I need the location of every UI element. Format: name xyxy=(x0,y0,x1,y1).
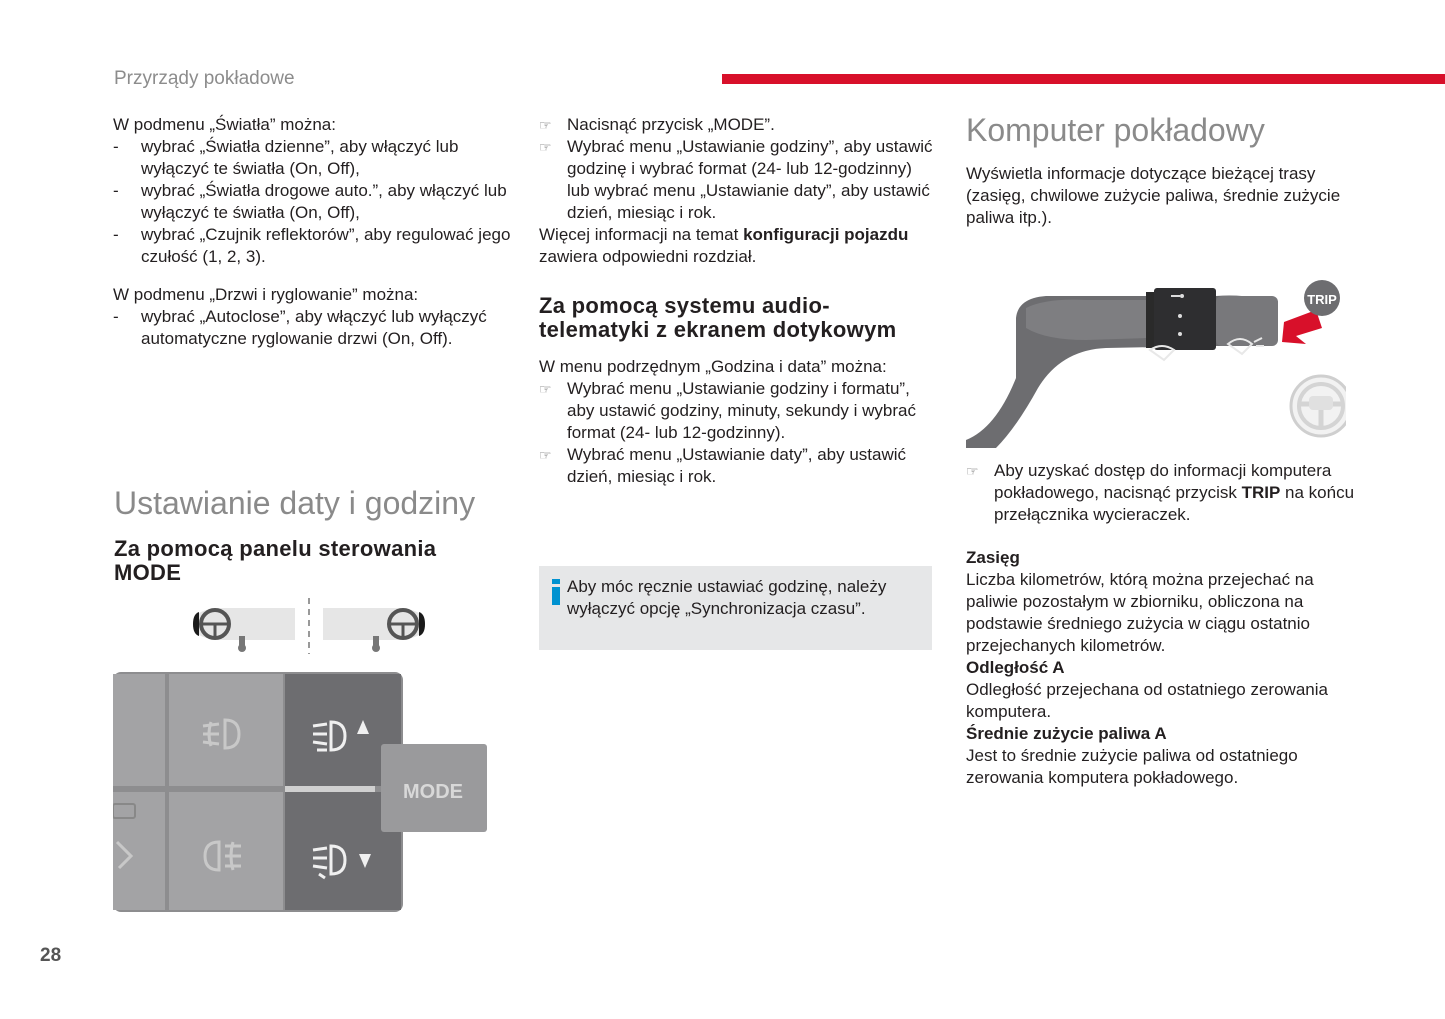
definition-term: Średnie zużycie paliwa A xyxy=(966,724,1167,743)
definition-text: Liczba kilometrów, którą można przejechać na paliwie pozostałym w zbiorniku, obliczona na podstawie średniego zużycia w ciągu ostatnio przejechanych kilometrów. xyxy=(966,570,1314,655)
list-item: ☞ Wybrać menu „Ustawianie godziny i formatu”, aby ustawić godziny, minuty, sekundy i wybrać format (24- lub 12-godzinny). xyxy=(539,379,916,442)
wiper-stalk-illustration xyxy=(966,278,1346,450)
hand-pointer-icon: ☞ xyxy=(539,447,552,463)
trip-access-instructions xyxy=(966,460,1358,526)
trip-definitions xyxy=(966,547,1358,789)
audio-instructions xyxy=(539,356,934,488)
hand-pointer-icon: ☞ xyxy=(966,463,979,479)
running-header: Przyrządy pokładowe xyxy=(114,68,295,89)
dash-marker: - xyxy=(113,137,119,156)
trip-computer-title: Komputer pokładowy xyxy=(966,112,1265,148)
steering-wheel-icon xyxy=(1291,376,1346,436)
info-note-box xyxy=(539,566,932,650)
trip-computer-intro: Wyświetla informacje dotyczące bieżącej trasy (zasięg, chwilowe zużycie paliwa, średnie zużycie paliwa itp.). xyxy=(966,164,1341,227)
hand-pointer-icon: ☞ xyxy=(539,117,552,133)
hand-pointer-icon: ☞ xyxy=(539,381,552,397)
list-item: - wybrać „Autoclose”, aby włączyć lub wyłączyć automatyczne ryglowanie drzwi (On, Off). xyxy=(113,307,487,348)
definition-term: Odległość A xyxy=(966,658,1065,677)
dash-marker: - xyxy=(113,181,119,200)
lhd-wheel-icon xyxy=(193,608,295,652)
section-title: Ustawianie daty i godziny xyxy=(114,485,476,521)
doors-intro: W podmenu „Drzwi i ryglowanie” można: xyxy=(113,285,419,304)
red-arrow-icon xyxy=(1282,310,1322,344)
info-note-text: Aby móc ręcznie ustawiać godzinę, należy wyłączyć opcję „Synchronizacja czasu”. xyxy=(567,577,887,618)
steering-wheel-icons xyxy=(185,596,435,658)
trip-badge-label: TRIP xyxy=(1307,292,1337,307)
mode-panel-illustration xyxy=(113,670,489,915)
subsection-title: Za pomocą panelu sterowania MODE xyxy=(114,536,437,585)
list-item: - wybrać „Czujnik reflektorów”, aby regulować jego czułość (1, 2, 3). xyxy=(113,225,511,266)
column-left xyxy=(113,114,513,350)
lights-intro: W podmenu „Światła” można: xyxy=(113,115,336,134)
page-number: 28 xyxy=(40,945,62,966)
column-middle xyxy=(539,114,934,268)
definition-text: Jest to średnie zużycie paliwa od ostatniego zerowania komputera pokładowego. xyxy=(966,746,1298,787)
header-accent-bar xyxy=(722,74,1445,84)
list-item: - wybrać „Światła drogowe auto.”, aby włączyć lub wyłączyć te światła (On, Off), xyxy=(113,181,507,222)
hand-pointer-icon: ☞ xyxy=(539,139,552,155)
definition-text: Odległość przejechana od ostatniego zerowania komputera. xyxy=(966,680,1328,721)
list-item: ☞ Nacisnąć przycisk „MODE”. xyxy=(539,115,775,134)
info-icon xyxy=(552,579,560,605)
list-item: - wybrać „Światła dzienne”, aby włączyć lub wyłączyć te światła (On, Off), xyxy=(113,137,459,178)
definition-term: Zasięg xyxy=(966,548,1020,567)
list-item: ☞ Wybrać menu „Ustawianie daty”, aby ustawić dzień, miesiąc i rok. xyxy=(539,445,907,486)
mode-button-label: MODE xyxy=(403,781,463,803)
audio-subsection-title: Za pomocą systemu audio-telematyki z ekranem dotykowym xyxy=(539,293,897,342)
more-info-text: Więcej informacji na temat konfiguracji pojazdu zawiera odpowiedni rozdział. xyxy=(539,225,909,266)
dash-marker: - xyxy=(113,307,119,326)
rhd-wheel-icon xyxy=(323,608,425,652)
list-item: ☞ Wybrać menu „Ustawianie godziny”, aby ustawić godzinę i wybrać format (24- lub 12-godzinny) lub wybrać menu „Ustawianie daty”, aby ustawić dzień, miesiąc i rok. xyxy=(539,137,933,222)
dash-marker: - xyxy=(113,225,119,244)
menu-intro: W menu podrzędnym „Godzina i data” można: xyxy=(539,357,887,376)
list-item: ☞ Aby uzyskać dostęp do informacji komputera pokładowego, nacisnąć przycisk TRIP na końcu przełącznika wycieraczek. xyxy=(966,461,1355,524)
